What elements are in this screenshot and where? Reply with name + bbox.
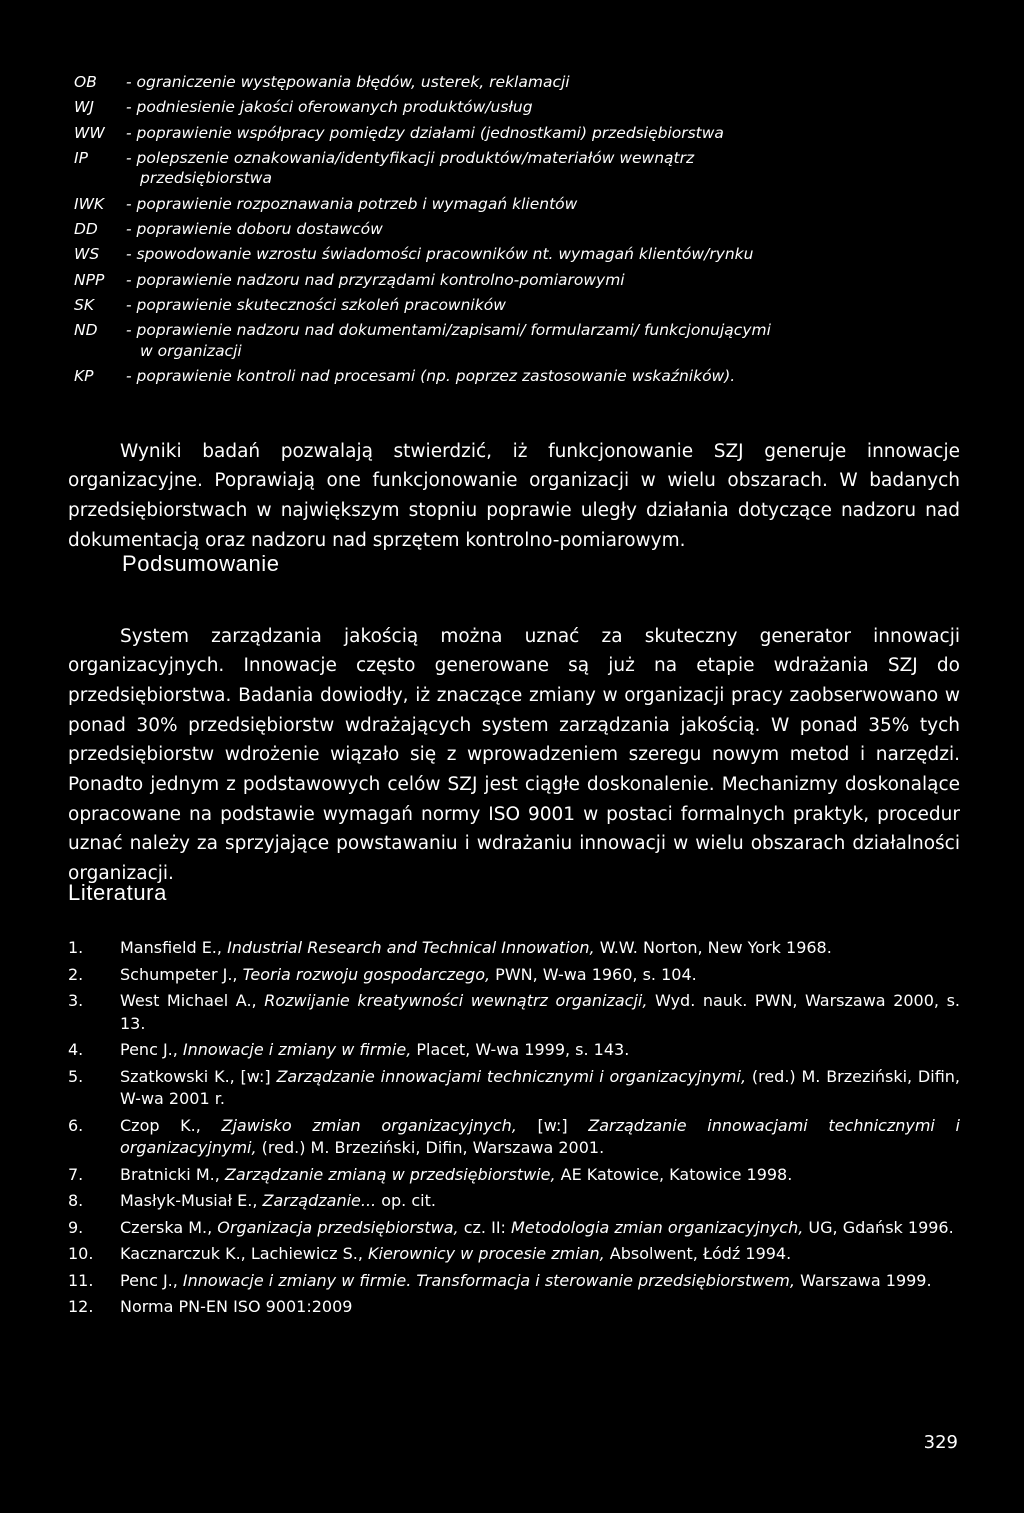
abbreviation-code: OB <box>74 73 97 91</box>
abbreviation-item <box>74 244 974 265</box>
abbreviation-item <box>74 270 974 291</box>
reference-item <box>68 1296 960 1319</box>
abbreviation-text-continued: przedsiębiorstwa <box>140 169 272 188</box>
reference-number: 4. <box>68 1040 84 1059</box>
reference-author: Penc J., <box>120 1270 183 1290</box>
reference-item <box>68 1243 960 1266</box>
reference-title: Innowacje i zmiany w firmie. Transformacja i sterowanie przedsiębiorstwem, <box>182 1270 795 1290</box>
abbreviation-code: IP <box>74 148 88 167</box>
reference-text <box>120 1243 960 1266</box>
reference-item <box>68 1115 960 1160</box>
reference-number: 2. <box>68 964 84 984</box>
abbreviation-text: - poprawienie kontroli nad procesami (np. poprzez zastosowanie wskaźników). <box>126 366 736 385</box>
abbreviation-list <box>74 72 974 391</box>
abbreviation-text: - ograniczenie występowania błędów, usterek, reklamacji <box>126 73 570 91</box>
reference-author: Masłyk-Musiał E., <box>120 1191 263 1210</box>
reference-title: Zarządzanie zmianą w przedsiębiorstwie, <box>224 1164 556 1184</box>
reference-text <box>120 990 960 1035</box>
results-paragraph-text: Wyniki badań pozwalają stwierdzić, iż funkcjonowanie SZJ generuje innowacje organizacyjne. Poprawiają one funkcjonowanie organizacji w wielu obszarach. W badanych przedsiębiorstwach w największym stopniu poprawie uległy działania dotyczące nadzoru nad dokumentacją oraz nadzoru nad sprzętem kontrolno-pomiarowym. <box>68 440 960 551</box>
reference-title: Kierownicy w procesie zmian, <box>368 1244 605 1263</box>
abbreviation-item <box>74 295 974 316</box>
abbreviation-code: SK <box>74 295 95 314</box>
abbreviation-text: - poprawienie doboru dostawców <box>126 219 383 238</box>
reference-number: 11. <box>68 1270 94 1290</box>
reference-connector: [w:] <box>516 1115 589 1135</box>
reference-publisher: UG, Gdańsk 1996. <box>803 1217 954 1237</box>
abbreviation-code: ND <box>74 321 98 340</box>
abbreviation-code: DD <box>74 219 98 238</box>
reference-item <box>68 1190 960 1213</box>
abbreviation-text: - poprawienie skuteczności szkoleń pracowników <box>126 295 506 314</box>
abbreviation-code: WW <box>74 123 105 142</box>
reference-author: Penc J., <box>120 1040 183 1059</box>
abbreviation-text: - poprawienie rozpoznawania potrzeb i wymagań klientów <box>126 194 578 213</box>
reference-item <box>68 1164 960 1187</box>
summary-paragraph <box>68 622 960 889</box>
reference-number: 12. <box>68 1297 94 1316</box>
reference-publisher: AE Katowice, Katowice 1998. <box>555 1164 793 1184</box>
abbreviation-text-wrap <box>126 148 974 189</box>
reference-item <box>68 1039 960 1062</box>
abbreviation-code: IWK <box>74 194 105 213</box>
abbreviation-text: - polepszenie oznakowania/identyfikacji produktów/materiałów wewnątrz <box>126 148 695 167</box>
abbreviation-item <box>74 366 974 387</box>
abbreviation-text-continued: w organizacji <box>140 341 242 360</box>
reference-title: Zarządzanie... <box>262 1191 377 1210</box>
reference-text <box>120 1164 960 1187</box>
abbreviation-item <box>74 148 974 189</box>
reference-publisher: (red.) M. Brzeziński, Difin, Warszawa 2001. <box>256 1138 605 1157</box>
reference-publisher: Warszawa 1999. <box>794 1270 932 1290</box>
reference-title: Teoria rozwoju gospodarczego, <box>242 964 491 984</box>
reference-item <box>68 964 960 987</box>
summary-heading: Podsumowanie <box>122 551 280 576</box>
reference-list <box>68 937 960 1323</box>
reference-title: Innowacje i zmiany w firmie, <box>182 1040 412 1059</box>
summary-paragraph-text: System zarządzania jakością można uznać za skuteczny generator innowacji organizacyjnych. Innowacje często generowane są już na etapie wdrażania SZJ do przedsiębiorstwa. Badania dowiodły, iż znaczące zmiany w organizacji pracy zaobserwowano w ponad 30% przedsiębiorstw wdrażających system zarządzania jakością. W ponad 35% tych przedsiębiorstw wdrożenie wiązało się z wprowadzeniem szeregu nowym metod i narzędzi. Ponadto jednym z podstawowych celów SZJ jest ciągłe doskonalenie. Mechanizmy doskonalące opracowane na podstawie wymagań normy ISO 9001 w postaci formalnych praktyk, procedur uznać należy za sprzyjające powstawaniu i wdrażaniu innowacji w wielu obszarach działalności organizacji. <box>68 625 960 885</box>
reference-item <box>68 990 960 1035</box>
reference-connector: cz. II: <box>458 1217 512 1237</box>
abbreviation-code: WS <box>74 245 100 264</box>
reference-author: Kacznarczuk K., Lachiewicz S., <box>120 1244 368 1263</box>
reference-text <box>120 1217 960 1240</box>
reference-author: Czop K., <box>120 1115 222 1135</box>
reference-text <box>120 1190 960 1213</box>
reference-text <box>120 1115 960 1160</box>
abbreviation-text: - poprawienie nadzoru nad przyrządami kontrolno-pomiarowymi <box>126 270 625 289</box>
reference-number: 8. <box>68 1191 84 1210</box>
literature-heading: Literatura <box>68 880 167 905</box>
reference-publisher: op. cit. <box>376 1191 436 1210</box>
abbreviation-item <box>74 320 974 361</box>
reference-publisher: Wyd. nauk. PWN, Warszawa 2000, s. 13. <box>120 991 961 1033</box>
reference-publisher: Placet, W-wa 1999, s. 143. <box>411 1040 630 1059</box>
reference-author: Szatkowski K., [w:] <box>120 1066 277 1086</box>
reference-title: Zarządzanie innowacjami technicznymi i organizacyjnymi, <box>276 1066 747 1086</box>
reference-number: 10. <box>68 1244 94 1263</box>
abbreviation-item <box>74 194 974 215</box>
abbreviation-item <box>74 97 974 118</box>
reference-number: 9. <box>68 1217 84 1237</box>
reference-title: Organizacja przedsiębiorstwa, <box>217 1217 459 1237</box>
abbreviation-code: KP <box>74 366 94 385</box>
reference-title: Industrial Research and Technical Innowation, <box>227 938 595 957</box>
reference-item <box>68 1270 960 1293</box>
reference-author: Czerska M., <box>120 1217 218 1237</box>
reference-text <box>120 1270 960 1293</box>
reference-item <box>68 937 960 960</box>
reference-text <box>120 1296 960 1319</box>
abbreviation-text-wrap <box>126 320 974 361</box>
reference-author: West Michael A., <box>120 991 265 1010</box>
abbreviation-item <box>74 123 974 144</box>
abbreviation-text: - poprawienie współpracy pomiędzy działami (jednostkami) przedsiębiorstwa <box>126 123 724 142</box>
reference-text <box>120 937 960 960</box>
reference-number: 3. <box>68 991 84 1010</box>
results-paragraph <box>68 437 960 556</box>
reference-item <box>68 1066 960 1111</box>
reference-number: 5. <box>68 1066 84 1086</box>
page-number: 329 <box>923 1432 958 1453</box>
reference-number: 1. <box>68 938 84 957</box>
abbreviation-text: - podniesienie jakości oferowanych produktów/usług <box>126 98 533 117</box>
reference-title-secondary: Metodologia zmian organizacyjnych, <box>511 1217 804 1237</box>
reference-item <box>68 1217 960 1240</box>
reference-title: Zjawisko zmian organizacyjnych, <box>221 1115 517 1135</box>
abbreviation-text: - poprawienie nadzoru nad dokumentami/zapisami/ formularzami/ funkcjonującymi <box>126 321 771 340</box>
reference-publisher: Absolwent, Łódź 1994. <box>604 1244 792 1263</box>
reference-text <box>120 1066 960 1111</box>
reference-text <box>120 1039 960 1062</box>
abbreviation-text: - spowodowanie wzrostu świadomości pracowników nt. wymagań klientów/rynku <box>126 245 754 264</box>
abbreviation-code: NPP <box>74 270 105 289</box>
reference-text <box>120 964 960 987</box>
reference-title: Rozwijanie kreatywności wewnątrz organizacji, <box>264 991 648 1010</box>
reference-number: 7. <box>68 1164 84 1184</box>
reference-publisher: PWN, W-wa 1960, s. 104. <box>490 964 697 984</box>
abbreviation-item <box>74 72 974 93</box>
reference-publisher: W.W. Norton, New York 1968. <box>594 938 832 957</box>
reference-publisher: (red.) M. Brzeziński, Difin, W-wa 2001 r. <box>120 1066 960 1108</box>
reference-title-secondary: Zarządzanie innowacjami technicznymi i organizacyjnymi, <box>120 1115 960 1157</box>
abbreviation-code: WJ <box>74 98 94 117</box>
reference-author: Mansfield E., <box>120 938 228 957</box>
reference-author: Norma PN-EN ISO 9001:2009 <box>120 1297 353 1316</box>
reference-author: Schumpeter J., <box>120 964 243 984</box>
abbreviation-item <box>74 219 974 240</box>
reference-number: 6. <box>68 1115 84 1135</box>
reference-author: Bratnicki M., <box>120 1164 225 1184</box>
